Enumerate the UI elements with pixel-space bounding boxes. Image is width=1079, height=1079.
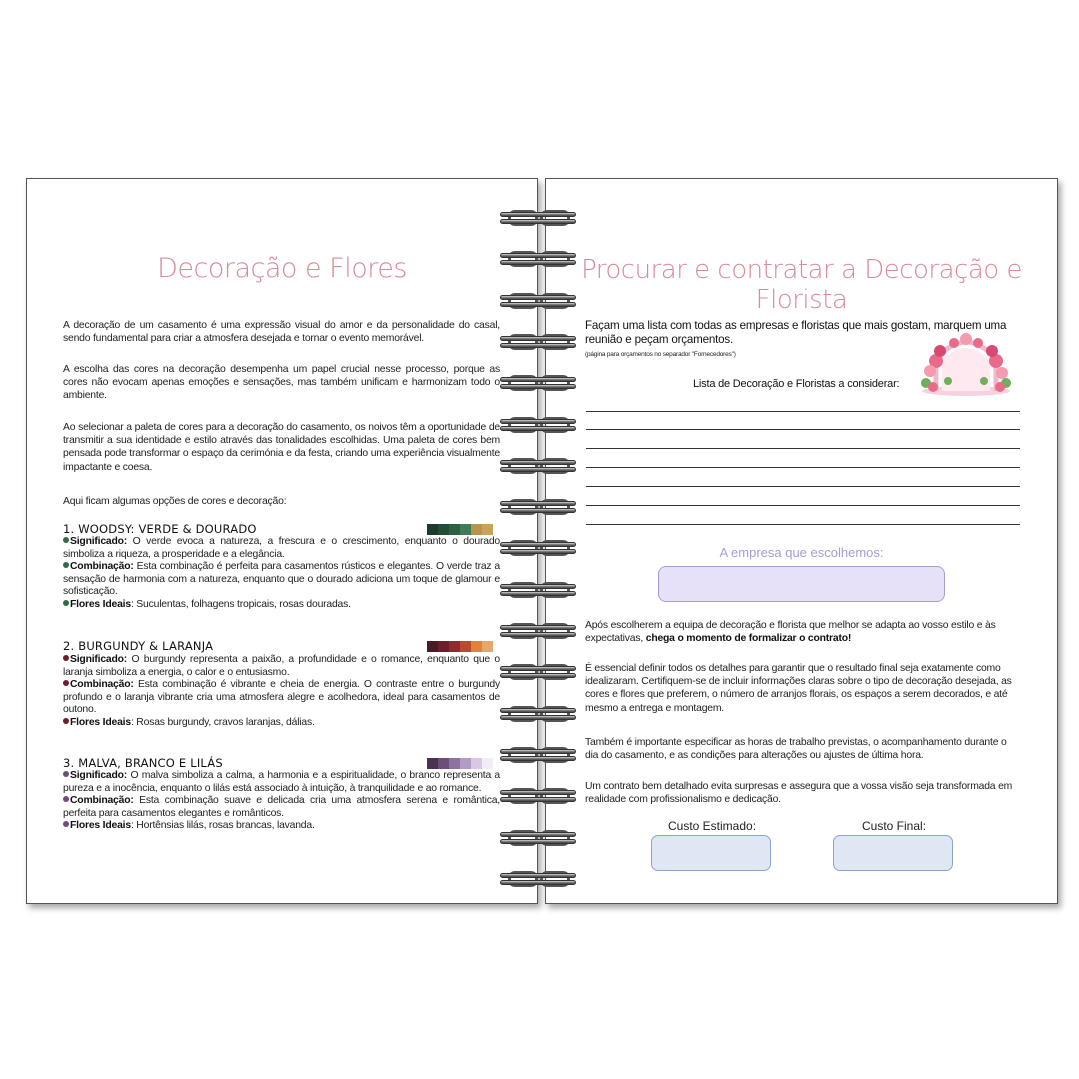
bullet-label: Flores Ideais xyxy=(70,820,131,832)
color-swatch xyxy=(449,641,460,652)
option-bullet xyxy=(63,795,500,820)
note-text: (página para orçamentos no separador "Fornecedores") xyxy=(585,351,736,358)
bullet-text: : Rosas burgundy, cravos laranjas, dálias. xyxy=(130,716,315,728)
color-swatch xyxy=(427,641,438,652)
spiral-ring-icon xyxy=(500,334,576,350)
spiral-ring-icon xyxy=(500,293,576,309)
estimated-cost-label: Custo Estimado: xyxy=(668,819,757,833)
bullet-dot-icon xyxy=(63,600,69,606)
bullet-dot-icon xyxy=(63,655,69,661)
contract-paragraph-3: Também é importante especificar as horas de trabalho previstas, o acompanhamento durante o dia do casamento, e as condições para alterações ou ajustes de última hora. xyxy=(585,737,1007,762)
bullet-label: Significado: xyxy=(70,770,128,781)
bullet-label: Flores Ideais xyxy=(70,716,131,728)
list-label: Lista de Decoração e Floristas a considerar: xyxy=(693,378,900,390)
writing-line[interactable] xyxy=(586,467,1020,468)
option-details xyxy=(63,654,500,730)
color-swatch xyxy=(449,758,460,769)
color-swatch xyxy=(460,641,471,652)
bullet-text: : Hortênsias lilás, rosas brancas, lavanda. xyxy=(130,820,315,832)
option-bullet xyxy=(63,561,500,599)
spiral-ring-icon xyxy=(500,540,576,556)
color-swatch xyxy=(438,758,449,769)
estimated-cost-field[interactable] xyxy=(651,835,771,871)
option-bullet xyxy=(63,654,500,679)
page-title: Procurar e contratar a Decoração e Florista xyxy=(581,255,1022,315)
contract-paragraph-2: É essencial definir todos os detalhes para garantir que o resultado final seja exatamente como idealizaram. Certifiquem-se de incluir informações claras sobre o tipo de decoração desejada, as cores e flores que preferem, o número de arranjos florais, os espaços a serem decorados, e até mesmo a entrega e montagem. xyxy=(585,663,1012,714)
spiral-ring-icon xyxy=(500,251,576,267)
spiral-ring-icon xyxy=(500,830,576,846)
bullet-dot-icon xyxy=(63,680,69,686)
bullet-text: O burgundy representa a paixão, a profundidade e o romance, enquanto que o laranja simboliza a energia, o calor e o entusiasmo. xyxy=(63,654,500,678)
contract-paragraph-4: Um contrato bem detalhado evita surpresas e assegura que a vossa visão seja transformada em realidade com profissionalismo e dedicação. xyxy=(585,781,1013,806)
option-bullet xyxy=(63,679,500,717)
writing-line[interactable] xyxy=(586,524,1020,525)
color-swatch xyxy=(460,758,471,769)
bullet-label: Significado: xyxy=(70,536,128,547)
bullet-dot-icon xyxy=(63,821,69,827)
option-details xyxy=(63,770,500,833)
color-swatch xyxy=(438,641,449,652)
bullet-dot-icon xyxy=(63,562,69,568)
color-swatch xyxy=(460,524,471,535)
color-swatch xyxy=(427,758,438,769)
color-swatch xyxy=(482,524,493,535)
color-swatch xyxy=(427,524,438,535)
chosen-company-field[interactable] xyxy=(658,566,945,602)
option-heading: 1. WOODSY: VERDE & DOURADO xyxy=(63,522,257,536)
bullet-label: Significado: xyxy=(70,654,128,665)
left-page xyxy=(26,178,538,904)
contract-highlight: chega o momento de formalizar o contrato! xyxy=(645,633,852,645)
spiral-ring-icon xyxy=(500,458,576,474)
right-page xyxy=(545,178,1058,904)
bullet-dot-icon xyxy=(63,796,69,802)
writing-line[interactable] xyxy=(586,429,1020,430)
bullet-label: Combinação: xyxy=(70,561,134,573)
color-swatch xyxy=(471,641,482,652)
intro-paragraph-2: A escolha das cores na decoração desempenha um papel crucial nesse processo, porque as cores não evocam apenas emoções e sensações, mas também unificam e harmonizam todo o ambiente. xyxy=(63,364,500,402)
spiral-ring-icon xyxy=(500,871,576,887)
spiral-ring-icon xyxy=(500,582,576,598)
bullet-label: Flores Ideais xyxy=(70,598,131,610)
lead-text: Façam uma lista com todas as empresas e floristas que mais gostam, marquem uma reunião e peçam orçamentos. xyxy=(585,319,1007,346)
option-heading: 2. BURGUNDY & LARANJA xyxy=(63,639,214,653)
spiral-ring-icon xyxy=(500,210,576,226)
bullet-dot-icon xyxy=(63,771,69,777)
color-palette xyxy=(427,641,493,652)
bullet-text: Esta combinação suave e delicada cria uma atmosfera serena e romântica, perfeita para casamentos elegantes e românticos. xyxy=(63,795,500,819)
color-swatch xyxy=(482,641,493,652)
contract-text: Após escolherem a equipa de decoração e florista que melhor se adapta ao vosso estilo e às expectativas, xyxy=(585,620,996,645)
spiral-ring-icon xyxy=(500,664,576,680)
bullet-label: Combinação: xyxy=(70,795,134,807)
color-palette xyxy=(427,758,493,769)
option-bullet xyxy=(63,599,500,612)
spiral-ring-icon xyxy=(500,375,576,391)
writing-line[interactable] xyxy=(586,411,1020,412)
bullet-text: Esta combinação é perfeita para casamentos rústicos e elegantes. O verde traz a sensação de harmonia com a natureza, enquanto que o dourado adiciona um toque de glamour e sofisticação. xyxy=(63,561,500,598)
option-heading: 3. MALVA, BRANCO E LILÁS xyxy=(63,756,223,770)
bullet-text: : Suculentas, folhagens tropicais, rosas douradas. xyxy=(130,598,351,610)
bullet-text: O malva simboliza a calma, a harmonia e a espiritualidade, o branco representa a pureza e a inocência, enquanto o lilás está associado à intuição, à tranquilidade e ao romance. xyxy=(63,770,500,794)
color-swatch xyxy=(471,524,482,535)
writing-line[interactable] xyxy=(586,448,1020,449)
color-swatch xyxy=(438,524,449,535)
color-swatch xyxy=(449,524,460,535)
bullet-text: Esta combinação é vibrante e cheia de energia. O contraste entre o burgundy profundo e o laranja vibrante cria uma atmosfera alegre e acolhedora, ideal para casamentos de outono. xyxy=(63,679,500,716)
option-bullet xyxy=(63,717,500,730)
bullet-dot-icon xyxy=(63,537,69,543)
spiral-ring-icon xyxy=(500,499,576,515)
intro-paragraph-3: Ao selecionar a paleta de cores para a decoração do casamento, os noivos têm a oportunidade de transmitir a sua identidade e estilo através das tonalidades escolhidas. Uma paleta de cores bem pensada pode transformar o espaço da cerimónia e da festa, criando uma experiência visualmente impactante e coesa. xyxy=(63,422,500,473)
option-details xyxy=(63,536,500,612)
option-bullet xyxy=(63,820,500,833)
color-swatch xyxy=(471,758,482,769)
spiral-ring-icon xyxy=(500,747,576,763)
writing-line[interactable] xyxy=(586,505,1020,506)
spiral-ring-icon xyxy=(500,623,576,639)
final-cost-field[interactable] xyxy=(833,835,953,871)
bullet-text: O verde evoca a natureza, a frescura e o crescimento, enquanto o dourado simboliza a riqueza, a prosperidade e a elegância. xyxy=(63,536,500,560)
final-cost-label: Custo Final: xyxy=(862,819,927,833)
option-bullet xyxy=(63,770,500,795)
page-title: Decoração e Flores xyxy=(157,253,407,284)
color-palette xyxy=(427,524,493,535)
chosen-company-label: A empresa que escolhemos: xyxy=(719,545,884,560)
intro-paragraph-4: Aqui ficam algumas opções de cores e decoração: xyxy=(63,496,287,507)
spiral-ring-icon xyxy=(500,706,576,722)
contract-paragraph-1 xyxy=(585,619,1021,645)
option-bullet xyxy=(63,536,500,561)
color-swatch xyxy=(482,758,493,769)
writing-line[interactable] xyxy=(586,486,1020,487)
bullet-label: Combinação: xyxy=(70,679,134,691)
bullet-dot-icon xyxy=(63,718,69,724)
intro-paragraph-1: A decoração de um casamento é uma expressão visual do amor e da personalidade do casal, sendo fundamental para criar a atmosfera desejada e tornar o evento memorável. xyxy=(63,320,500,345)
spiral-ring-icon xyxy=(500,788,576,804)
spiral-ring-icon xyxy=(500,417,576,433)
